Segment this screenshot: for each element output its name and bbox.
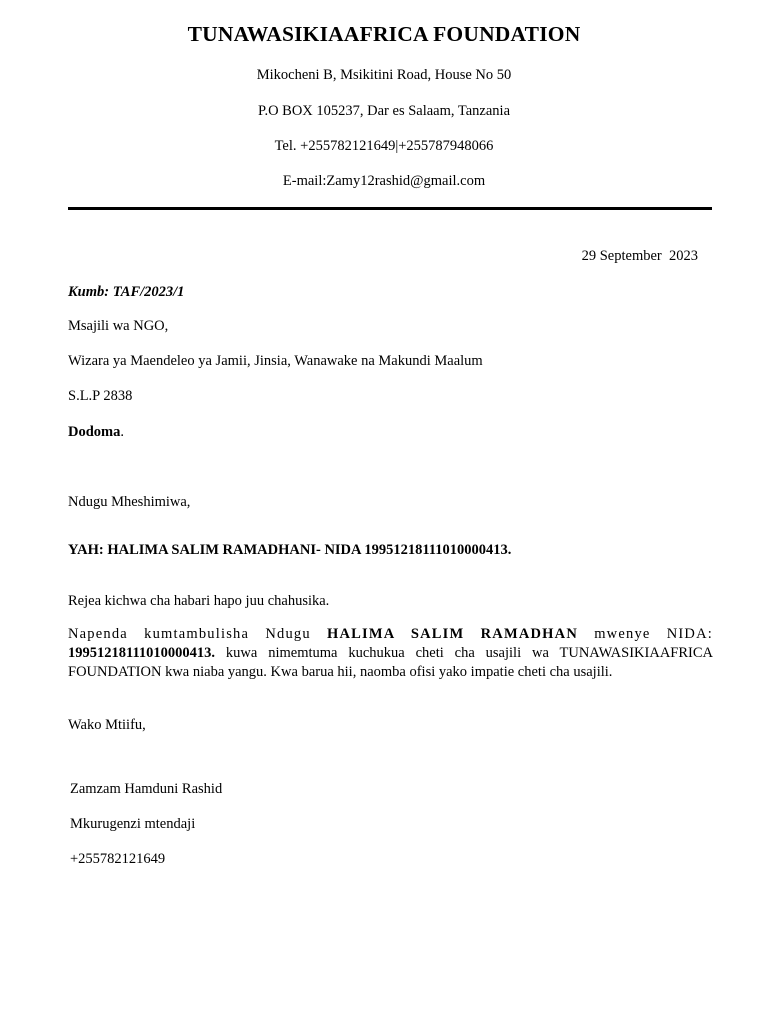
recipient-city-name: Dodoma [68,424,121,440]
signatory-title: Mkurugenzi mtendaji [70,816,196,832]
organization-address: Mikocheni B, Msikitini Road, House No 50 [256,67,512,83]
body-line-1 [68,625,713,644]
body-text-line-2: kuwa nimemtuma kuchukua cheti cha usajili wa TUNAWASIKIAAFRICA [215,645,713,661]
organization-email: E-mail:Zamy12rashid@gmail.com [282,173,486,189]
reference-number: Kumb: TAF/2023/1 [68,284,185,300]
salutation: Ndugu Mheshimiwa, [68,494,191,510]
body-person-name: HALIMA SALIM RAMADHAN [327,626,578,642]
body-text-mid: mwenye NIDA: [578,626,714,642]
organization-phone: Tel. +255782121649|+255787948066 [274,138,494,154]
body-line-2 [68,644,713,663]
body-line-3: FOUNDATION kwa niaba yangu. Kwa barua hii, naomba ofisi yako impatie cheti cha usajili. [68,664,613,680]
recipient-line-2: Wizara ya Maendeleo ya Jamii, Jinsia, Wanawake na Makundi Maalum [68,353,483,369]
recipient-line-3: S.L.P 2838 [68,388,133,404]
closing: Wako Mtiifu, [68,717,146,733]
letter-date: 29 September 2023 [581,248,698,264]
signatory-phone: +255782121649 [70,851,166,867]
recipient-line-1: Msajili wa NGO, [68,318,169,334]
header-divider [68,207,712,210]
subject-line: YAH: HALIMA SALIM RAMADHANI- NIDA 19951218111010000413. [68,542,512,558]
body-nida-number: 19951218111010000413. [68,645,216,661]
organization-name: TUNAWASIKIAAFRICA FOUNDATION [187,22,581,46]
recipient-city [68,424,124,441]
body-text-start: Napenda kumtambulisha Ndugu [68,626,328,642]
body-paragraph [68,625,713,682]
recipient-city-suffix: . [120,424,124,440]
organization-po-box: P.O BOX 105237, Dar es Salaam, Tanzania [257,103,510,119]
signatory-name: Zamzam Hamduni Rashid [70,781,223,797]
intro-line: Rejea kichwa cha habari hapo juu chahusika. [68,593,330,609]
